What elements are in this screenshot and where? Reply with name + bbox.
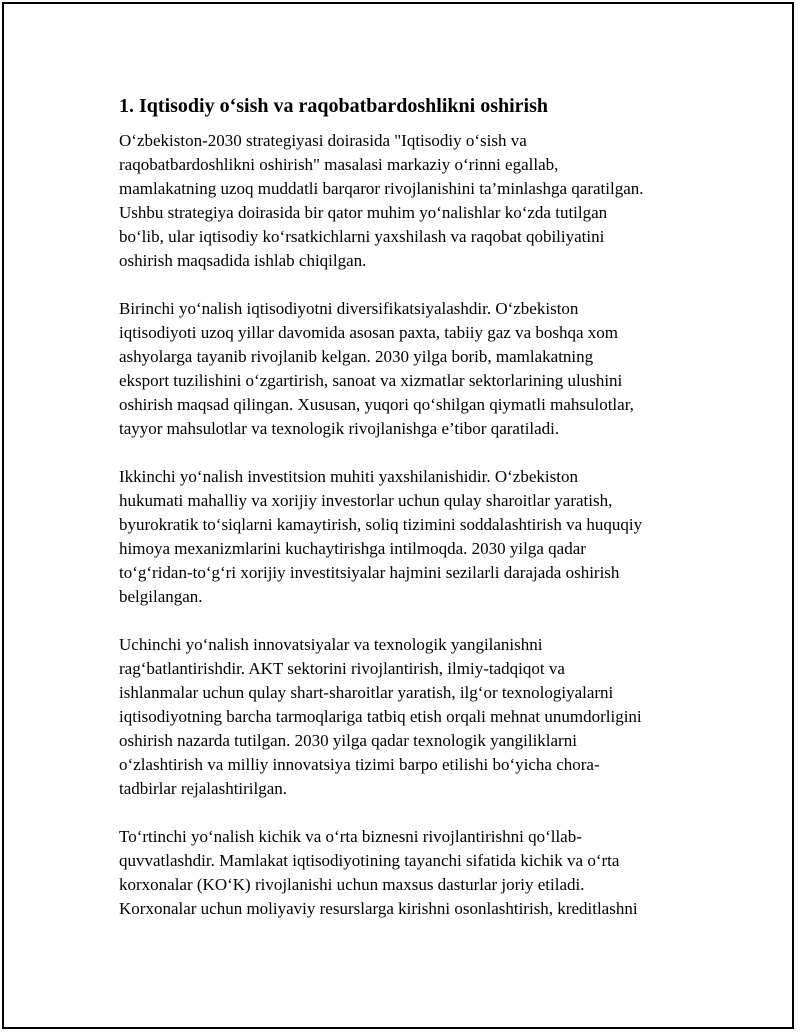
text-line: ashyolarga tayanib rivojlanib kelgan. 2030 yilga borib, mamlakatning [119,347,594,366]
text-line: oshirish nazarda tutilgan. 2030 yilga qadar texnologik yangiliklarni [119,731,577,750]
text-line: raqobatbardoshlikni oshirish" masalasi markaziy o‘rinni egallab, [119,155,559,174]
document-body [119,92,699,945]
text-line: tayyor mahsulotlar va texnologik rivojlanishga e’tibor qaratiladi. [119,419,560,438]
text-line: O‘zbekiston-2030 strategiyasi doirasida "Iqtisodiy o‘sish va [119,131,527,150]
section-heading: 1. Iqtisodiy o‘sish va raqobatbardoshlikni oshirish [119,95,549,117]
paragraph-intro [119,129,699,273]
text-line: o‘zlashtirish va milliy innovatsiya tizimi barpo etilishi bo‘yicha chora- [119,755,600,774]
text-line: Korxonalar uchun moliyaviy resurslarga kirishni osonlashtirish, kreditlashni [119,899,638,918]
text-line: To‘rtinchi yo‘nalish kichik va o‘rta biznesni rivojlantirishni qo‘llab- [119,827,582,846]
text-line: ishlanmalar uchun qulay shart-sharoitlar yaratish, ilg‘or texnologiyalarni [119,683,614,702]
text-line: eksport tuzilishini o‘zgartirish, sanoat va xizmatlar sektorlarining ulushini [119,371,623,390]
paragraph-first-direction [119,297,699,441]
text-line: oshirish maqsad qilingan. Xususan, yuqori qo‘shilgan qiymatli mahsulotlar, [119,395,634,414]
text-line: to‘g‘ridan-to‘g‘ri xorijiy investitsiyalar hajmini sezilarli darajada oshirish [119,563,620,582]
paragraph-third-direction [119,633,699,801]
text-line: Ushbu strategiya doirasida bir qator muhim yo‘nalishlar ko‘zda tutilgan [119,203,608,222]
text-line: mamlakatning uzoq muddatli barqaror rivojlanishini ta’minlashga qaratilgan. [119,179,644,198]
text-line: byurokratik to‘siqlarni kamaytirish, soliq tizimini soddalashtirish va huquqiy [119,515,643,534]
text-line: hukumati mahalliy va xorijiy investorlar uchun qulay sharoitlar yaratish, [119,491,613,510]
paragraph-fourth-direction [119,825,699,921]
text-line: rag‘batlantirishdir. AKT sektorini rivojlantirish, ilmiy-tadqiqot va [119,659,565,678]
text-line: tadbirlar rejalashtirilgan. [119,779,288,798]
text-line: himoya mexanizmlarini kuchaytirishga intilmoqda. 2030 yilga qadar [119,539,586,558]
text-line: Birinchi yo‘nalish iqtisodiyotni diversifikatsiyalashdir. O‘zbekiston [119,299,579,318]
text-line: iqtisodiyotning barcha tarmoqlariga tatbiq etish orqali mehnat unumdorligini [119,707,642,726]
text-line: oshirish maqsadida ishlab chiqilgan. [119,251,367,270]
text-line: iqtisodiyoti uzoq yillar davomida asosan paxta, tabiiy gaz va boshqa xom [119,323,619,342]
text-line: Uchinchi yo‘nalish innovatsiyalar va texnologik yangilanishni [119,635,543,654]
paragraph-second-direction [119,465,699,609]
text-line: belgilangan. [119,587,203,606]
text-line: Ikkinchi yo‘nalish investitsion muhiti yaxshilanishidir. O‘zbekiston [119,467,578,486]
text-line: korxonalar (KO‘K) rivojlanishi uchun maxsus dasturlar joriy etiladi. [119,875,585,894]
text-line: quvvatlashdir. Mamlakat iqtisodiyotining tayanchi sifatida kichik va o‘rta [119,851,620,870]
text-line: bo‘lib, ular iqtisodiy ko‘rsatkichlarni yaxshilash va raqobat qobiliyatini [119,227,605,246]
